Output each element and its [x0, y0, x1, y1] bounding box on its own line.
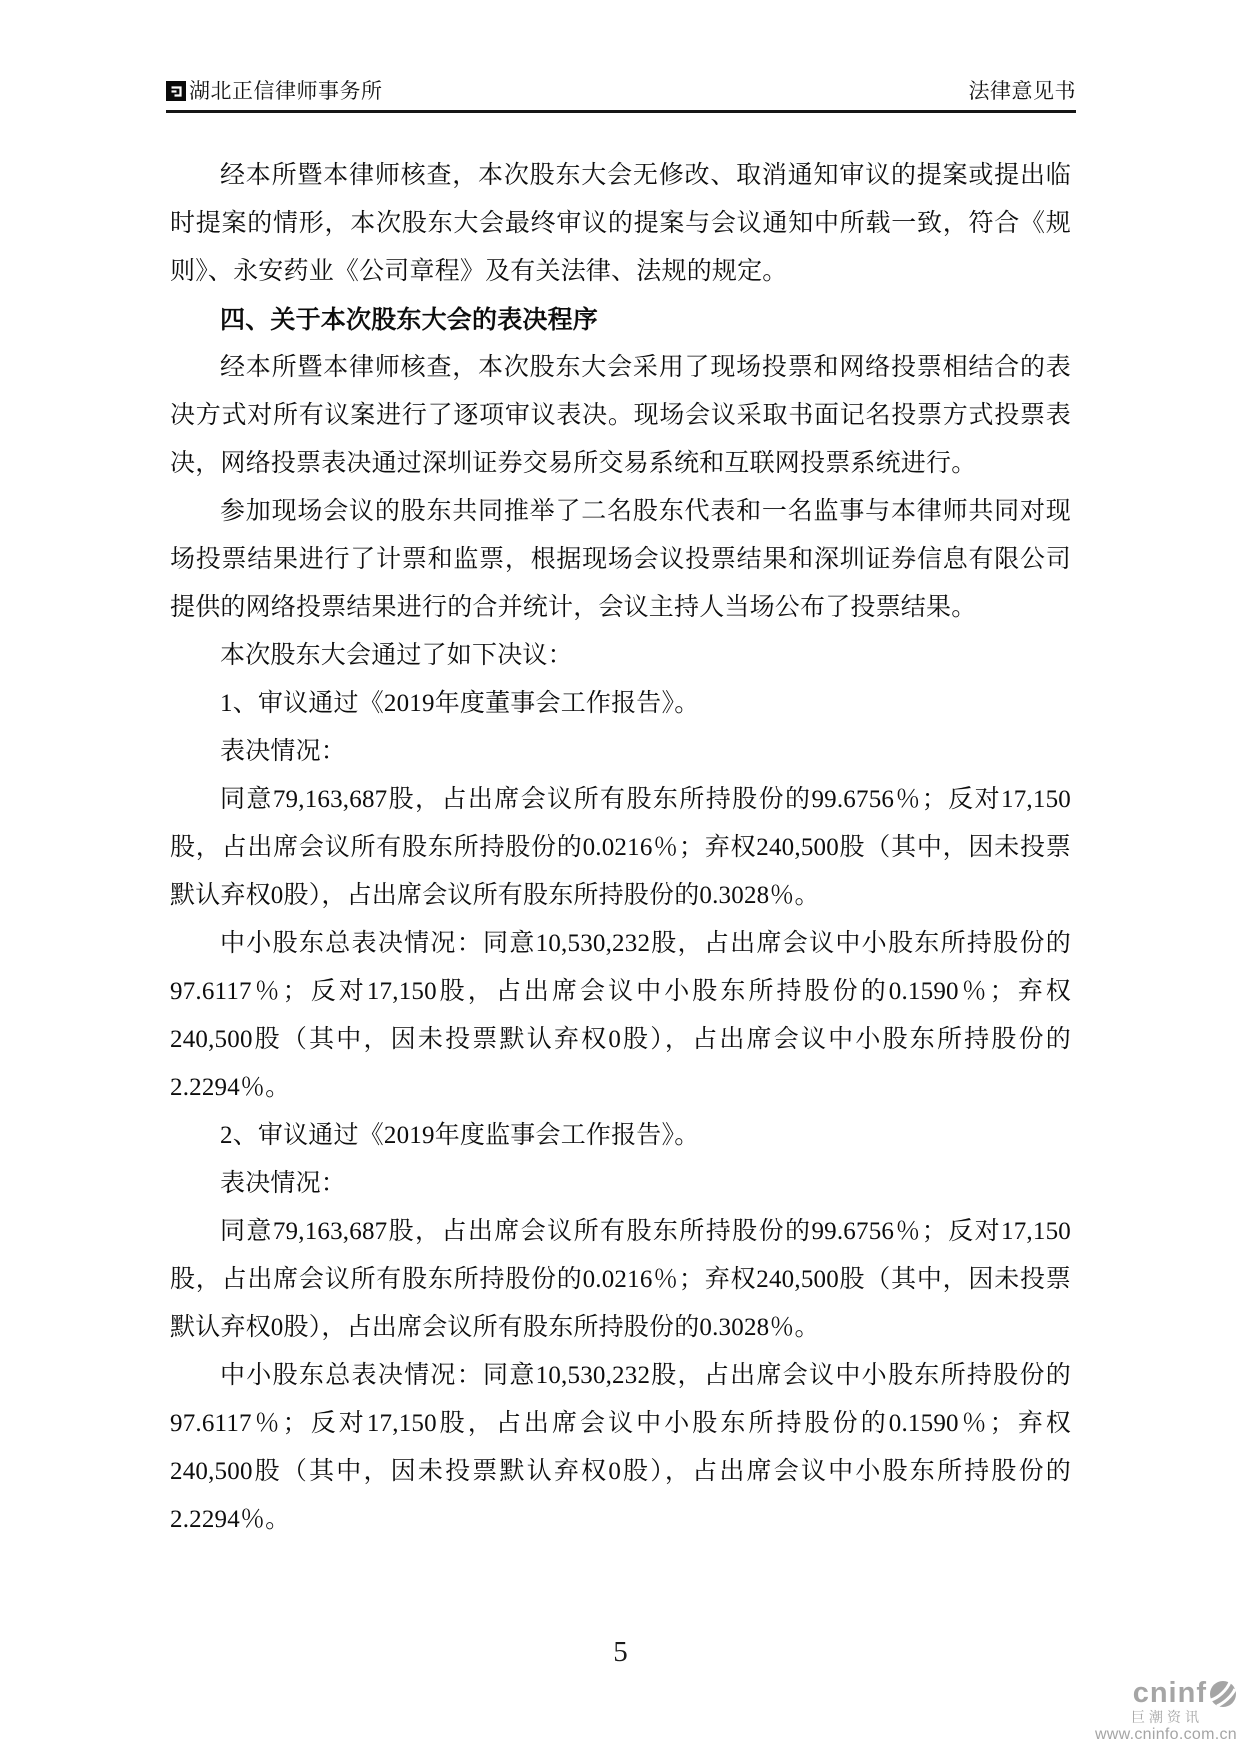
- cninfo-watermark: [1095, 1679, 1237, 1743]
- page-number: 5: [613, 1636, 628, 1668]
- paragraph-voting-method: 经本所暨本律师核查，本次股东大会采用了现场投票和网络投票相结合的表决方式对所有议案进行了逐项审议表决。现场会议采取书面记名投票方式投票表决，网络投票表决通过深圳证券交易所交易系统和互联网投票系统进行。: [170, 354, 1071, 477]
- cninfo-brand-row: [1095, 1679, 1237, 1708]
- document-body: [170, 152, 1071, 1544]
- section-heading-voting-procedure: 四、关于本次股东大会的表决程序: [220, 306, 599, 334]
- page-header: [166, 80, 1076, 113]
- paragraph-vote-result-label-1: 表决情况：: [220, 738, 347, 765]
- cninfo-url: www.cninfo.com.cn: [1094, 1726, 1237, 1743]
- firm-name: 湖北正信律师事务所: [189, 79, 383, 103]
- paragraph-vote-result-minority-1: 中小股东总表决情况：同意10,530,232股，占出席会议中小股东所持股份的97.6117％；反对17,150股，占出席会议中小股东所持股份的0.1590％；弃权240,500股（其中，因未投票默认弃权0股），占出席会议中小股东所持股份的2.2294％。: [170, 930, 1071, 1101]
- paragraph-item-1-title: 1、审议通过《2019年度董事会工作报告》。: [220, 690, 700, 717]
- paragraph-vote-result-all-2: 同意79,163,687股，占出席会议所有股东所持股份的99.6756％；反对17,150股，占出席会议所有股东所持股份的0.0216％；弃权240,500股（其中，因未投票默认弃权0股），占出席会议所有股东所持股份的0.3028％。: [170, 1218, 1071, 1341]
- paragraph-vote-result-all-1: 同意79,163,687股，占出席会议所有股东所持股份的99.6756％；反对17,150股，占出席会议所有股东所持股份的0.0216％；弃权240,500股（其中，因未投票默认弃权0股），占出席会议所有股东所持股份的0.3028％。: [170, 786, 1071, 909]
- paragraph-proposals-check: 经本所暨本律师核查，本次股东大会无修改、取消通知审议的提案或提出临时提案的情形，本次股东大会最终审议的提案与会议通知中所载一致，符合《规则》、永安药业《公司章程》及有关法律、法规的规定。: [170, 162, 1071, 285]
- cninfo-brand-cn: 巨潮资讯: [1131, 1709, 1203, 1725]
- header-firm-block: [166, 80, 383, 102]
- paragraph-item-2-title: 2、审议通过《2019年度监事会工作报告》。: [220, 1122, 700, 1149]
- cninfo-brand-text: cninf: [1132, 1677, 1207, 1709]
- paragraph-vote-counting: 参加现场会议的股东共同推举了二名股东代表和一名监事与本律师共同对现场投票结果进行了计票和监票，根据现场会议投票结果和深圳证券信息有限公司提供的网络投票结果进行的合并统计，会议主持人当场公布了投票结果。: [170, 498, 1071, 621]
- paragraph-vote-result-minority-2: 中小股东总表决情况：同意10,530,232股，占出席会议中小股东所持股份的97.6117％；反对17,150股，占出席会议中小股东所持股份的0.1590％；弃权240,500股（其中，因未投票默认弃权0股），占出席会议中小股东所持股份的2.2294％。: [170, 1362, 1071, 1533]
- firm-logo-icon: [166, 81, 186, 101]
- paragraph-vote-result-label-2: 表决情况：: [220, 1170, 347, 1197]
- globe-icon: [1209, 1680, 1237, 1708]
- document-type-label: 法律意见书: [968, 79, 1076, 103]
- paragraph-resolutions-intro: 本次股东大会通过了如下决议：: [220, 642, 573, 669]
